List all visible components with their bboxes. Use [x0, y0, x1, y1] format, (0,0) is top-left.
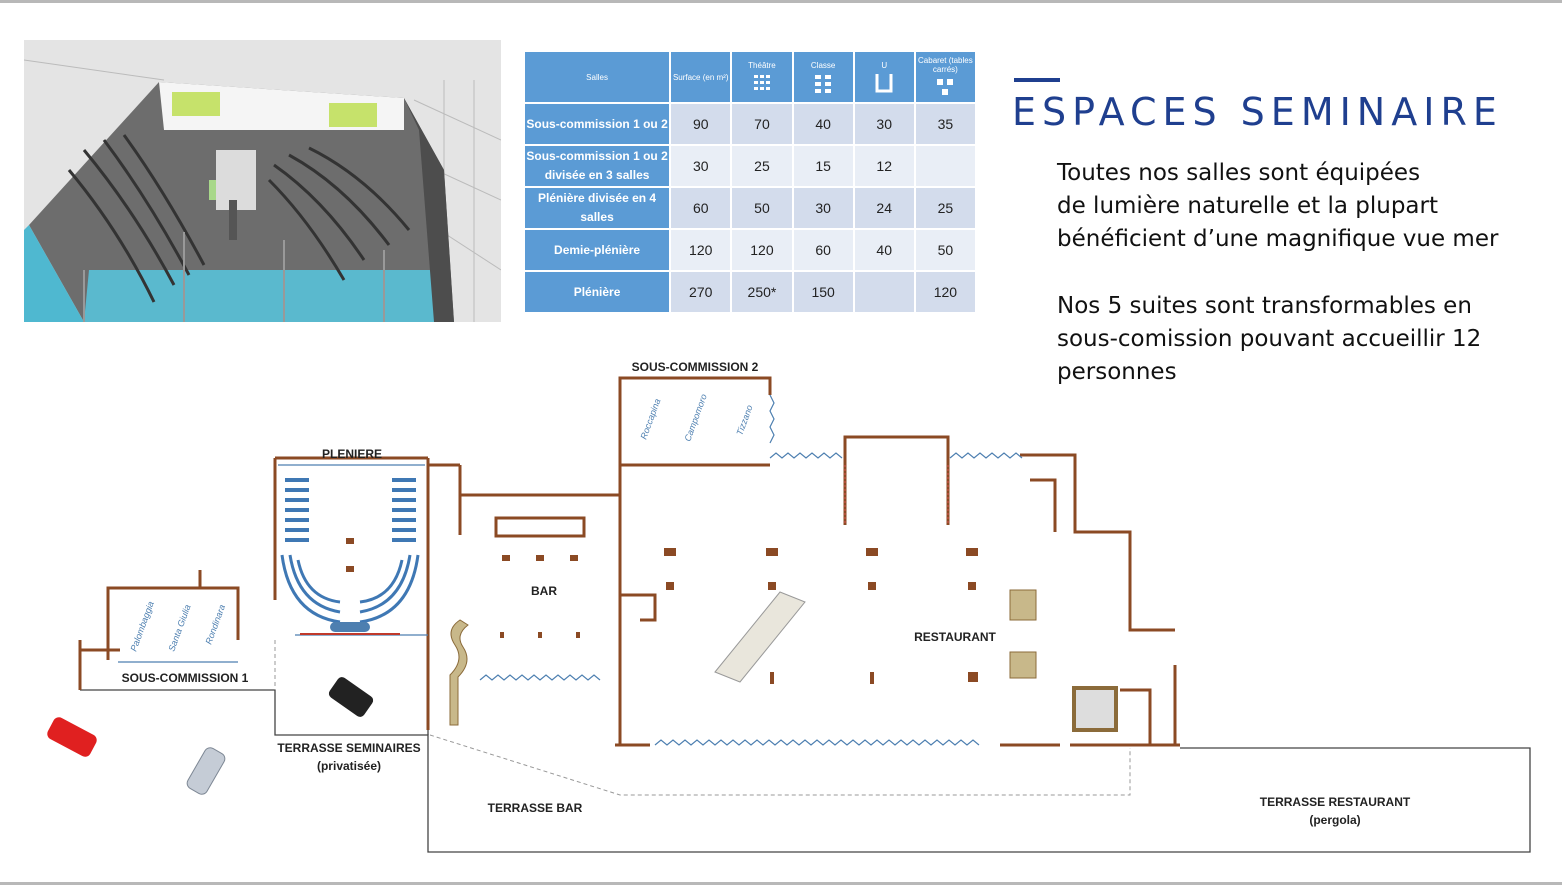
bottom-rule: [0, 882, 1562, 885]
table-header-row: [525, 52, 975, 102]
cell-cabaret: 120: [916, 272, 975, 312]
header-classe: [794, 52, 853, 102]
cell-classe: 40: [794, 104, 853, 144]
cell-classe: 60: [794, 230, 853, 270]
label-sous-commission-1: SOUS-COMMISSION 1: [121, 671, 249, 685]
cell-surface: 270: [671, 272, 730, 312]
room-name-sc1: Rondinara: [203, 603, 228, 646]
room-name-sc2: Roccapina: [638, 397, 663, 441]
header-salles: Salles: [525, 52, 669, 102]
floor-plan-drawing: [0, 340, 1562, 880]
table-row: [525, 146, 975, 186]
cell-classe: 30: [794, 188, 853, 228]
cell-classe: 150: [794, 272, 853, 312]
header-u: [855, 52, 914, 102]
floor-plan: [0, 340, 1562, 880]
cell-u: 12: [855, 146, 914, 186]
cell-cabaret: 50: [916, 230, 975, 270]
grey-car-icon: [185, 746, 227, 797]
cell-u: 40: [855, 230, 914, 270]
label-restaurant: RESTAURANT: [914, 630, 996, 644]
label-terrasse-bar: TERRASSE BAR: [487, 801, 583, 815]
label-terrasse-restaurant-note: (pergola): [1309, 813, 1361, 827]
red-car-icon: [45, 715, 99, 759]
room-name-sc2: Tizzano: [734, 403, 755, 437]
cell-theatre: 250*: [732, 272, 791, 312]
cell-u: [855, 272, 914, 312]
page-title: ESPACES SEMINAIRE: [1012, 90, 1503, 134]
cell-surface: 60: [671, 188, 730, 228]
header-cabaret-label: Cabaret (tables carrés): [918, 56, 973, 74]
cell-cabaret: 25: [916, 188, 975, 228]
header-u-label: U: [881, 60, 888, 70]
header-surface: Surface (en m²): [671, 52, 730, 102]
header-cabaret: [916, 52, 975, 102]
paragraph-line: Nos 5 suites sont transformables en: [1057, 293, 1472, 319]
label-bar: BAR: [531, 584, 557, 598]
cell-theatre: 70: [732, 104, 791, 144]
paragraph-line: sous-comission pouvant accueillir 12: [1057, 326, 1482, 352]
table-row: [525, 272, 975, 312]
cell-theatre: 25: [732, 146, 791, 186]
cell-surface: 30: [671, 146, 730, 186]
label-terrasse-seminaires: TERRASSE SEMINAIRES: [277, 741, 421, 755]
cell-u: 24: [855, 188, 914, 228]
black-car-icon: [327, 675, 375, 719]
u-shape-layout-icon: [873, 72, 895, 94]
header-theatre: [732, 52, 791, 102]
label-terrasse-seminaires-note: (privatisée): [316, 759, 382, 773]
room-name-sc1: Santa Giulia: [166, 603, 193, 653]
cell-classe: 15: [794, 146, 853, 186]
row-label: Plénière: [525, 272, 669, 312]
row-label: Plénière divisée en 4 salles: [525, 188, 669, 228]
cabaret-layout-icon: [934, 76, 956, 98]
table-row: [525, 188, 975, 228]
label-pleniere: PLENIERE: [321, 447, 383, 461]
cell-cabaret: 35: [916, 104, 975, 144]
intro-paragraph: [1057, 157, 1498, 256]
top-rule: [0, 0, 1562, 3]
table-row: [525, 104, 975, 144]
row-label: Sous-commission 1 ou 2: [525, 104, 669, 144]
label-sous-commission-2: SOUS-COMMISSION 2: [631, 360, 759, 374]
row-label: Demie-plénière: [525, 230, 669, 270]
theatre-layout-icon: [751, 72, 773, 94]
header-classe-label: Classe: [810, 60, 836, 70]
table-row: [525, 230, 975, 270]
header-theatre-label: Théâtre: [748, 60, 776, 70]
cell-surface: 120: [671, 230, 730, 270]
cell-theatre: 120: [732, 230, 791, 270]
cell-theatre: 50: [732, 188, 791, 228]
title-accent-bar: [1014, 78, 1060, 82]
cell-cabaret: [916, 146, 975, 186]
label-terrasse-restaurant: TERRASSE RESTAURANT: [1259, 795, 1411, 809]
row-label: Sous-commission 1 ou 2 divisée en 3 salles: [525, 146, 669, 186]
paragraph-line: bénéficient d’une magnifique vue mer: [1057, 226, 1499, 252]
paragraph-line: Toutes nos salles sont équipées: [1057, 160, 1421, 186]
cell-surface: 90: [671, 104, 730, 144]
classroom-layout-icon: [812, 72, 834, 94]
capacity-table: [523, 50, 977, 314]
paragraph-line: personnes: [1057, 359, 1177, 385]
room-name-sc2: Campomoro: [682, 392, 709, 443]
paragraph-line: de lumière naturelle et la plupart: [1057, 193, 1439, 219]
cell-u: 30: [855, 104, 914, 144]
room-3d-render: [24, 40, 501, 322]
room-name-sc1: Palombaggia: [128, 599, 156, 653]
